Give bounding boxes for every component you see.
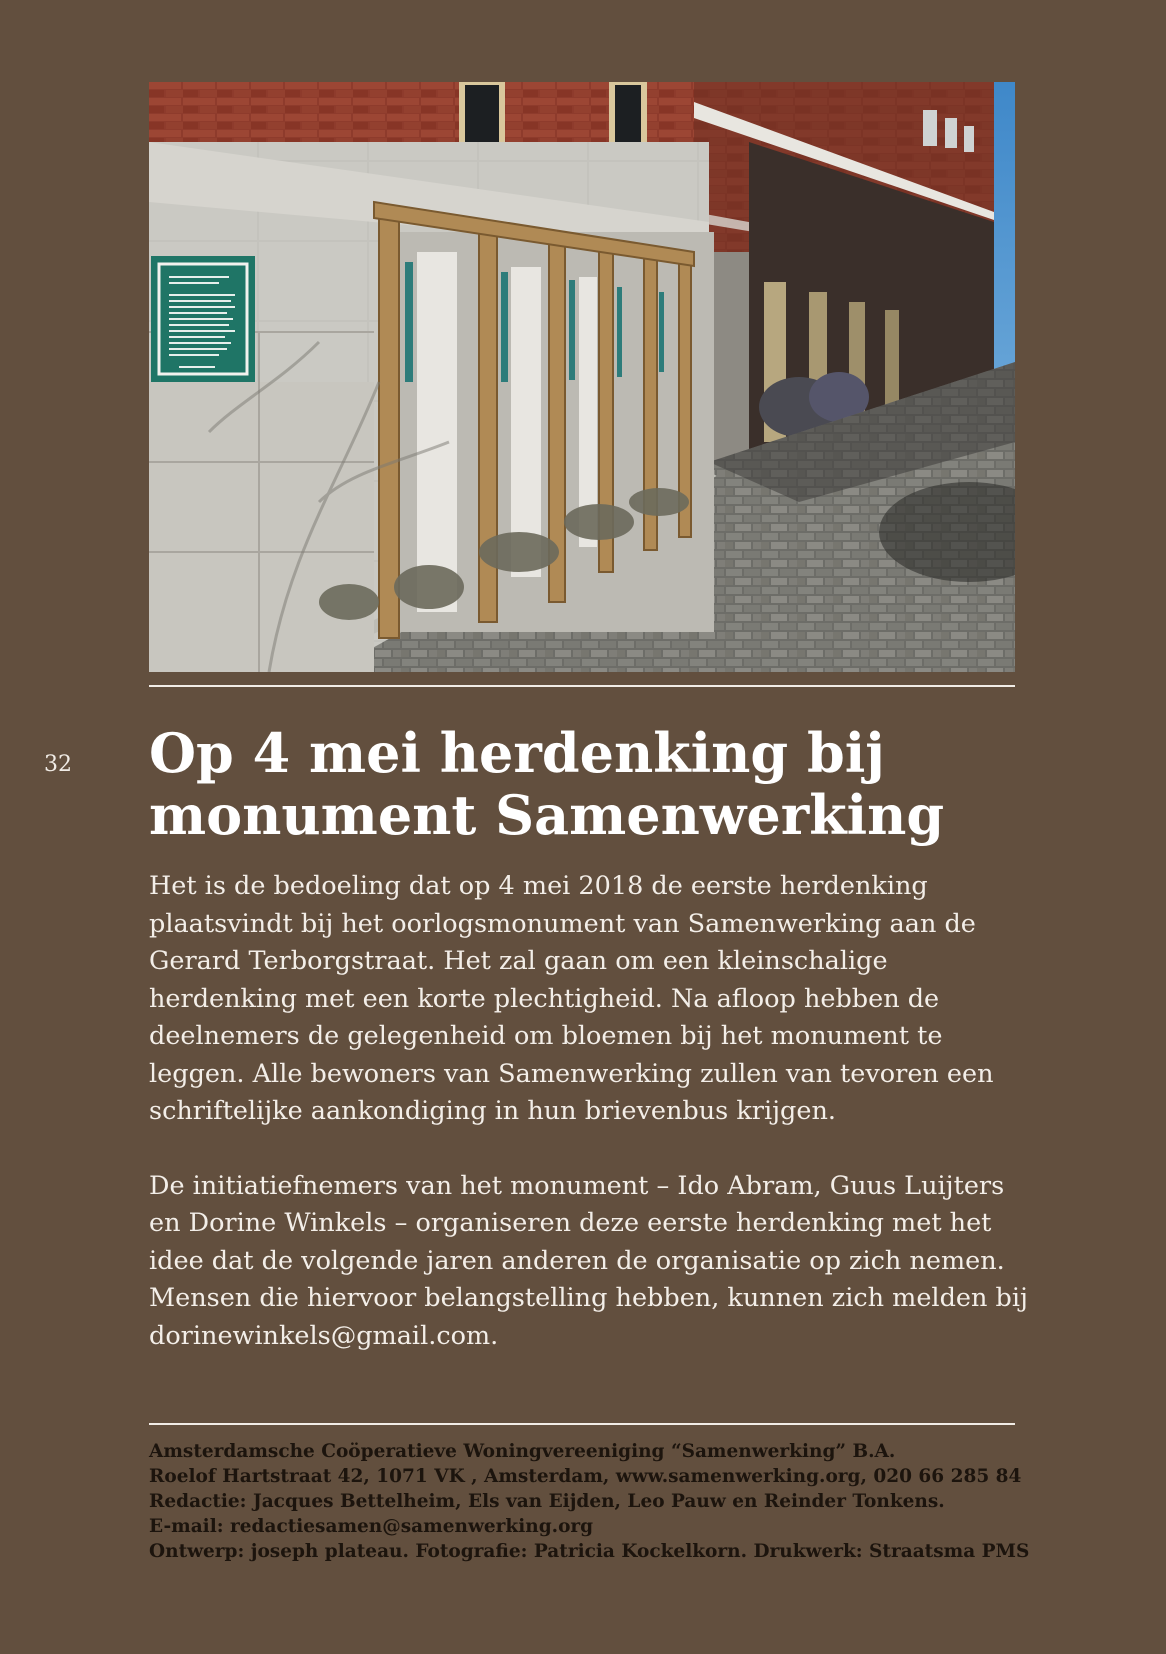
colophon-credits: Ontwerp: joseph plateau. Fotografie: Patricia Kockelkorn. Drukwerk: Straatsma PMS (149, 1541, 1030, 1562)
article-paragraph-1: Het is de bedoeling dat op 4 mei 2018 de eerste herdenking plaatsvindt bij het oorlogsmonument van Samenwerking aan de Gerard Terborgstraat. Het zal gaan om een kleinschalige herdenking met een korte plechtigheid. Na afloop hebben de deelnemers de gelegenheid om bloemen bij het monument te leggen. Alle bewoners van Samenwerking zullen van tevoren een schriftelijke aankondiging in hun brievenbus krijgen. (149, 871, 994, 1126)
colophon-email: E-mail: redactiesamen@samenwerking.org (149, 1516, 594, 1537)
colophon (149, 1439, 1049, 1564)
article-title-line-2: monument Samenwerking (149, 783, 945, 847)
colophon-organisation: Amsterdamsche Coöperatieve Woningvereeniging “Samenwerking” B.A. (149, 1441, 896, 1462)
bottom-divider (149, 1423, 1015, 1425)
article-body (149, 868, 1029, 1355)
article-paragraph-2: De initiatiefnemers van het monument – Ido Abram, Guus Luijters en Dorine Winkels – organiseren deze eerste herdenking met het idee dat de volgende jaren anderen de organisatie op zich nemen. Mensen die hiervoor belangstelling hebben, kunnen zich melden bij dorinewinkels@gmail.com. (149, 1170, 1028, 1351)
monument-photo-illustration (149, 82, 1015, 672)
article-title-line-1: Op 4 mei herdenking bij (149, 721, 885, 785)
article-title (149, 722, 1029, 846)
monument-photo (149, 82, 1015, 672)
page-number: 32 (44, 752, 72, 777)
colophon-editors: Redactie: Jacques Bettelheim, Els van Eijden, Leo Pauw en Reinder Tonkens. (149, 1491, 945, 1512)
top-divider (149, 685, 1015, 687)
colophon-address: Roelof Hartstraat 42, 1071 VK , Amsterdam, www.samenwerking.org, 020 66 285 84 (149, 1466, 1022, 1487)
